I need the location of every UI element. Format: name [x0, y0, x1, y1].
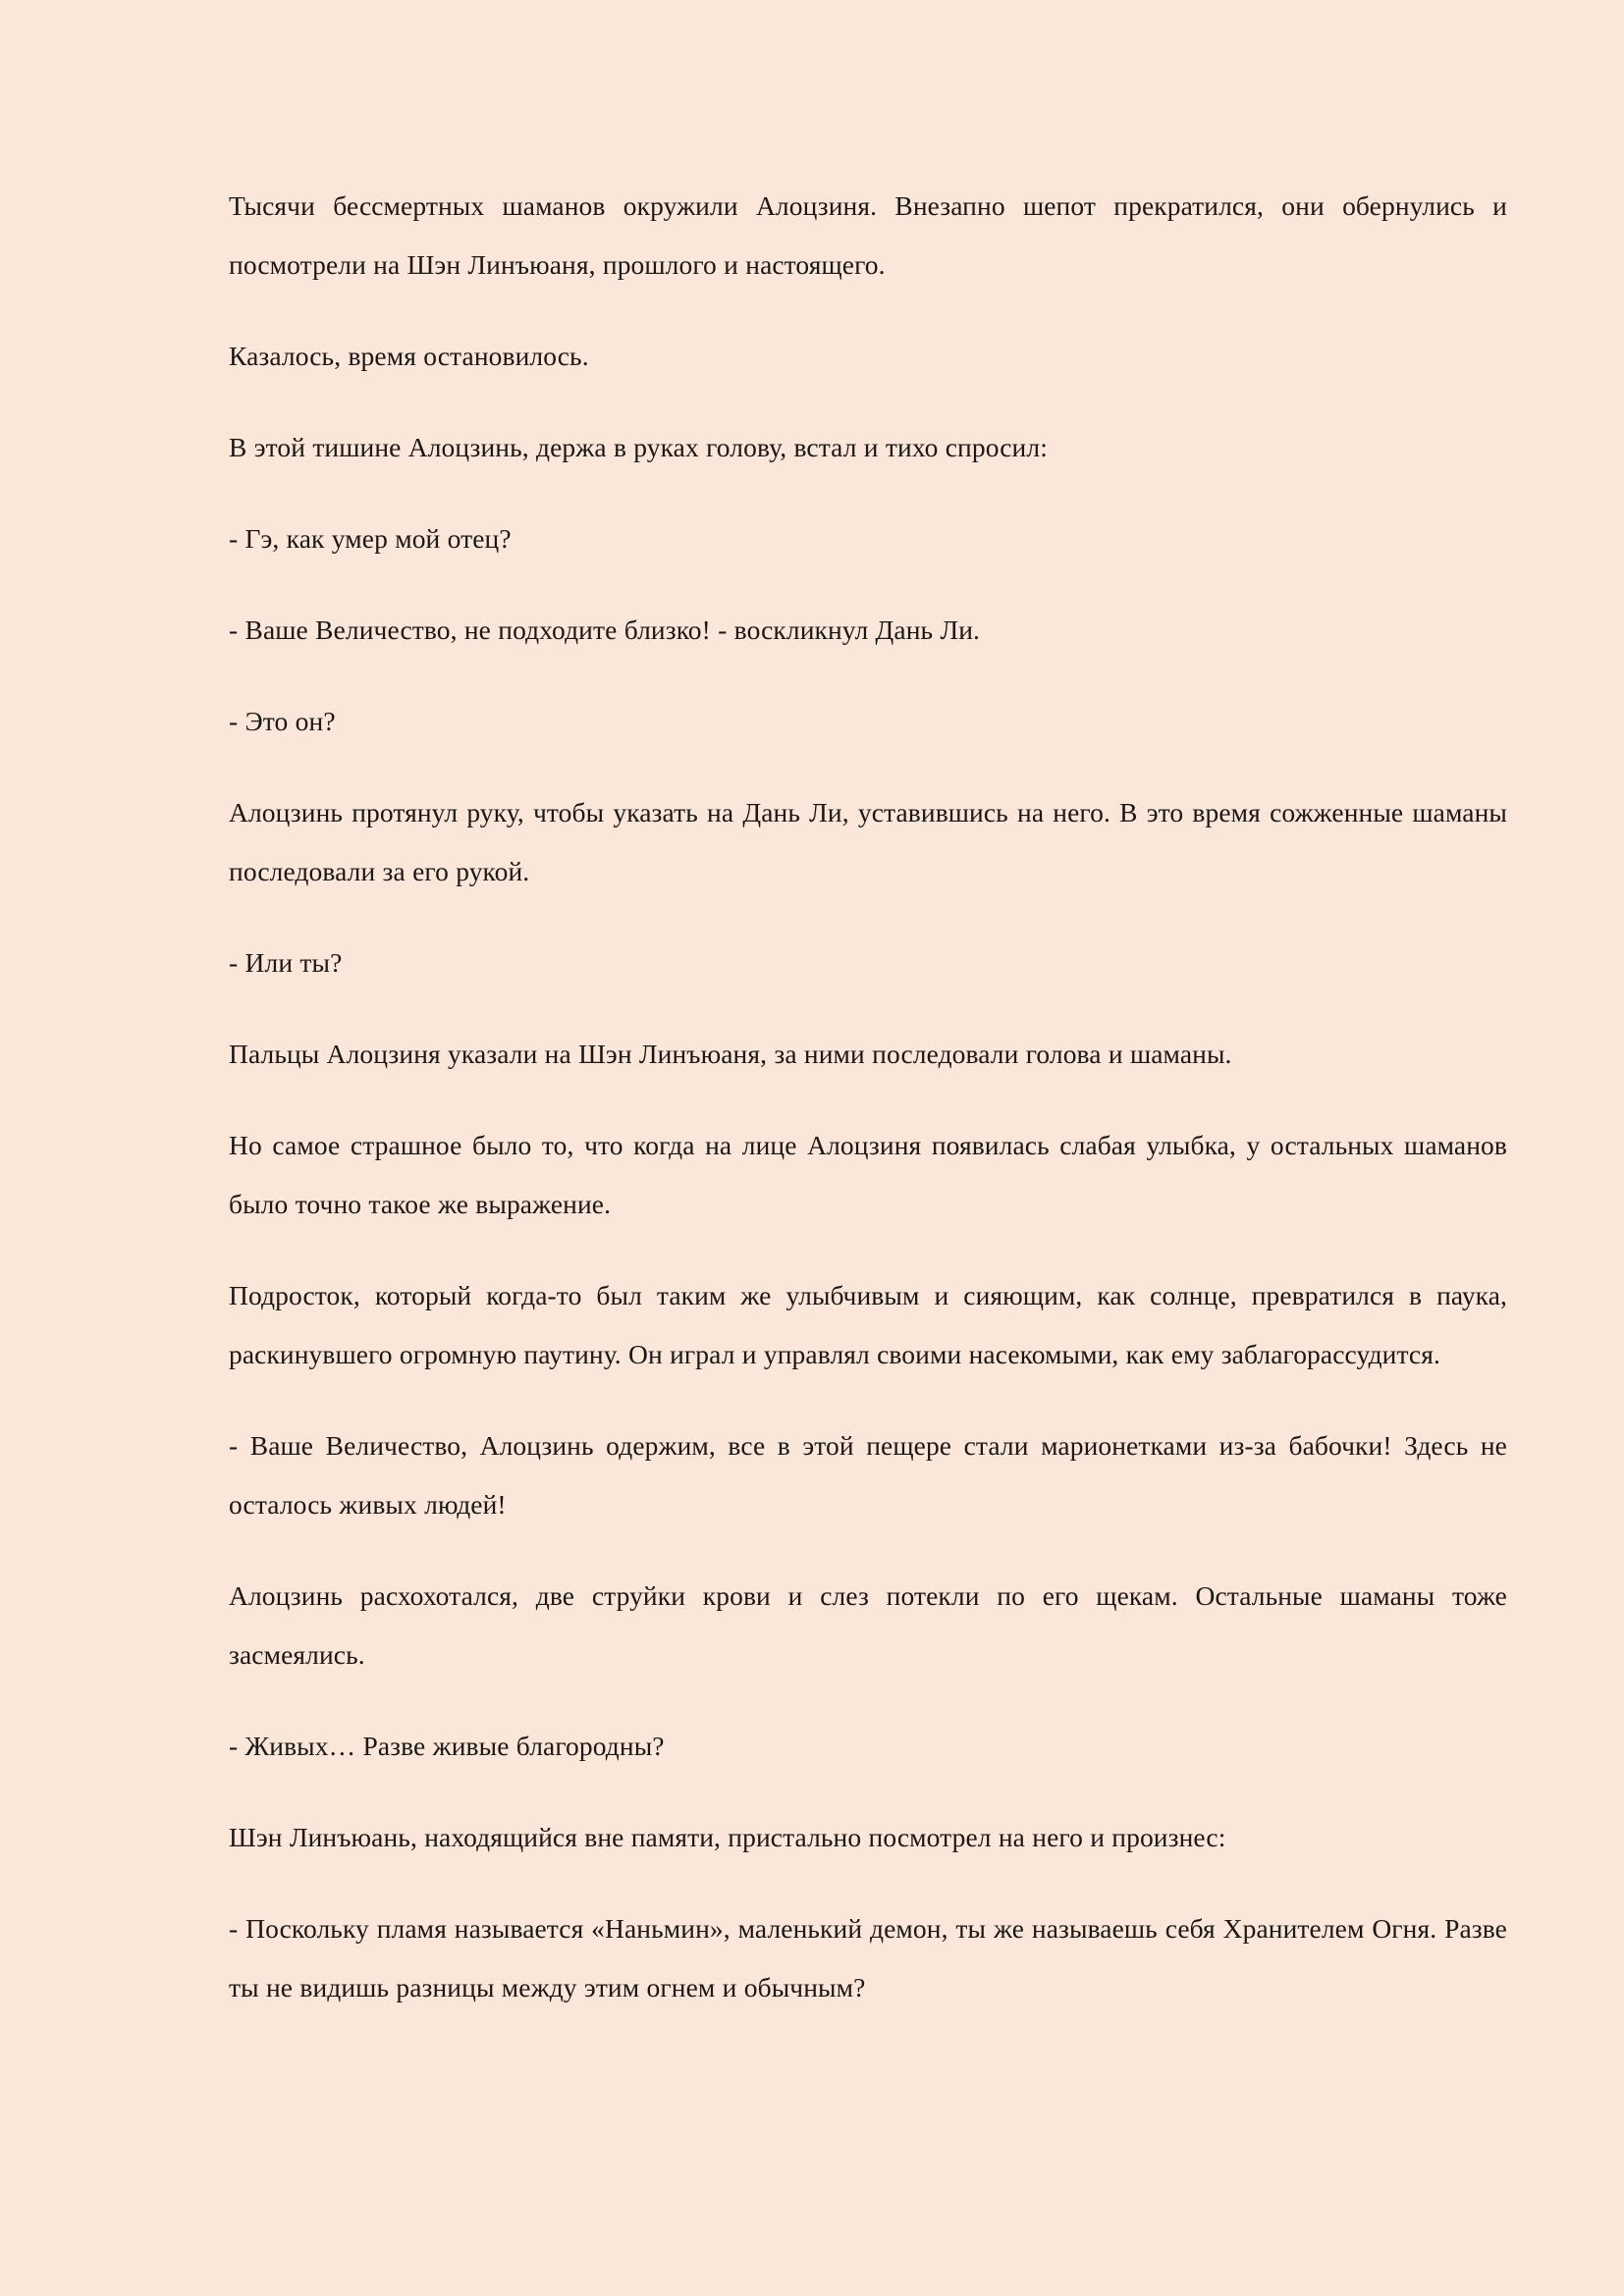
paragraph: Пальцы Алоцзиня указали на Шэн Линъюаня, за ними последовали голова и шаманы. — [229, 1039, 1232, 1069]
paragraph: - Гэ, как умер мой отец? — [229, 523, 512, 554]
paragraph: Алоцзинь протянул руку, чтобы указать на Дань Ли, уставившись на него. В это время сожженные шаманы последовали за его рукой. — [229, 797, 1507, 886]
paragraph: - Ваше Величество, не подходите близко! - воскликнул Дань Ли. — [229, 614, 980, 645]
paragraph: - Или ты? — [229, 947, 343, 978]
paragraph: Шэн Линъюань, находящийся вне памяти, пристально посмотрел на него и произнес: — [229, 1822, 1226, 1852]
paragraph: Алоцзинь расхохотался, две струйки крови и слез потекли по его щекам. Остальные шаманы тоже засмеялись. — [229, 1580, 1507, 1670]
paragraph: - Ваше Величество, Алоцзинь одержим, все в этой пещере стали марионетками из-за бабочки! Здесь не осталось живых людей! — [229, 1430, 1507, 1520]
paragraph: В этой тишине Алоцзинь, держа в руках голову, встал и тихо спросил: — [229, 432, 1048, 462]
paragraph: - Поскольку пламя называется «Наньмин», маленький демон, ты же называешь себя Хранителем Огня. Разве ты не видишь разницы между этим огнем и обычным? — [229, 1913, 1507, 2002]
paragraph: - Живых… Разве живые благородны? — [229, 1731, 665, 1761]
paragraph: Но самое страшное было то, что когда на лице Алоцзиня появилась слабая улыбка, у остальных шаманов было точно такое же выражение. — [229, 1130, 1507, 1219]
paragraph: Казалось, время остановилось. — [229, 341, 589, 371]
paragraph: Тысячи бессмертных шаманов окружили Алоцзиня. Внезапно шепот прекратился, они обернулись и посмотрели на Шэн Линъюаня, прошлого и настоящего. — [229, 190, 1507, 280]
paragraph: Подросток, который когда-то был таким же улыбчивым и сияющим, как солнце, превратился в паука, раскинувшего огромную паутину. Он играл и управлял своими насекомыми, как ему заблагорассудится. — [229, 1280, 1507, 1369]
paragraph: - Это он? — [229, 706, 336, 736]
text-column — [229, 177, 1507, 2017]
